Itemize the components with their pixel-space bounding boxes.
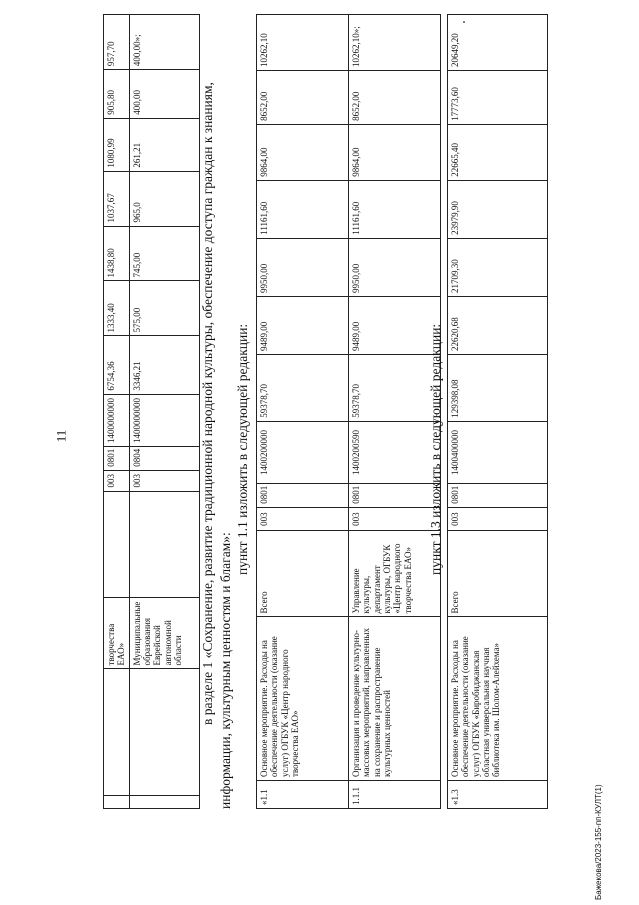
table-cell: 575,00 [129,281,199,336]
table-cell: 1400000000 [104,394,130,447]
table-cell: 22665,40 [448,124,548,180]
table-cell [104,669,130,796]
document-stamp-text: Бажекова/2023-155-пп-КУЛТ(1) [594,784,603,900]
table-cell: 0801 [104,447,130,470]
executor-cell: Всего [448,531,548,617]
table-cell: 003 [448,507,548,531]
table-cell [104,796,130,809]
table-cell: 10262,10»; [349,15,441,71]
table-cell: 9489,00 [257,296,349,354]
budget-table-item-1-3 [447,14,548,809]
table-row [349,15,441,809]
item-id-cell: «1.3 [448,781,548,809]
table-cell: 1400200000 [257,421,349,483]
table-row [448,15,548,809]
table-cell: Муниципальные образования Еврейской автономной области [129,597,199,669]
amendment-text-line: информации, культурным ценностям и благам»: [218,532,233,809]
table-cell: 1333,40 [104,281,130,336]
table-cell: 8652,00 [257,71,349,125]
table-cell: 0801 [448,484,548,508]
item-id-cell: «1.1 [257,781,349,809]
table-cell: 8652,00 [349,71,441,125]
table-cell: 21709,30 [448,238,548,296]
table-cell: 23979,90 [448,180,548,238]
table-cell: творчества ЕАО» [104,597,130,669]
table-cell: 59378,70 [257,355,349,422]
table-cell: 20649,20 [448,15,548,71]
table-cell: 1400400000 [448,421,548,483]
table-cell: 11161,60 [349,180,441,238]
amendment-instruction: пункт 1.1 изложить в следующей редакции: [235,323,250,575]
table-cell: 59378,70 [349,355,441,422]
table-cell [129,669,199,796]
executor-cell: Всего [257,531,349,617]
table-cell [129,491,199,597]
table-cell: 957,70 [104,15,130,70]
table-cell: 1037,67 [104,171,130,226]
table-cell: 003 [104,470,130,491]
table-cell: 905,80 [104,70,130,119]
table-cell: 261,21 [129,118,199,171]
table-cell: 9864,00 [349,124,441,180]
page-number: 11 [53,429,69,443]
table-row [104,15,130,809]
table-cell: 11161,60 [257,180,349,238]
table-cell [129,796,199,809]
table-row [257,15,349,809]
table-cell: 0801 [257,484,349,508]
table-cell: 6754,36 [104,336,130,394]
table-cell: 3346,21 [129,336,199,394]
table-cell: 1400200590 [349,421,441,483]
executor-cell: Управление культуры, департамент культуры, ОГБУК «Центр народного творчества ЕАО» [349,531,441,617]
table-cell: 400,00 [129,70,199,119]
budget-table-continued [103,14,200,809]
table-cell: 129398,08 [448,355,548,422]
table-cell: 1080,99 [104,118,130,171]
table-cell: 965,0 [129,171,199,226]
item-id-cell: 1.1.1 [349,781,441,809]
item-name-cell: Основное мероприятие. Расходы на обеспечение деятельности (оказание услуг) ОГБУК «Биробиджанская областная универсальная научная библиотека им. Шолом-Алейхема» [448,617,548,781]
table-cell: 9489,00 [349,296,441,354]
table-cell: 0804 [129,447,199,470]
table-row [129,15,199,809]
item-name-cell: Основное мероприятие. Расходы на обеспечение деятельности (оказание услуг) ОГБУК «Центр народного творчества ЕАО» [257,617,349,781]
table-cell: 003 [129,470,199,491]
table-cell: 003 [349,507,441,531]
table-cell: 10262,10 [257,15,349,71]
table-cell: 003 [257,507,349,531]
item-name-cell: Организация и проведение культурно-массовых мероприятий, направленных на сохранение и распространение культурных ценностей [349,617,441,781]
budget-table-item-1-1 [256,14,441,809]
table-cell: 400,00»; [129,15,199,70]
table-cell: 17773,60 [448,71,548,125]
amendment-instruction: пункт 1.3 изложить в следующей редакции: [428,323,443,575]
table-cell: 9950,00 [349,238,441,296]
table-cell: 1400000000 [129,394,199,447]
table-cell: 1438,80 [104,226,130,281]
table-cell: 22620,68 [448,296,548,354]
table-cell: 9950,00 [257,238,349,296]
amendment-text-line: в разделе 1 «Сохранение, развитие традиционной народной культуры, обеспечение доступа граждан к знаниям, [200,82,215,725]
table-cell: 0801 [349,484,441,508]
table-cell: 745,00 [129,226,199,281]
table-cell: 9864,00 [257,124,349,180]
table-cell [104,491,130,597]
